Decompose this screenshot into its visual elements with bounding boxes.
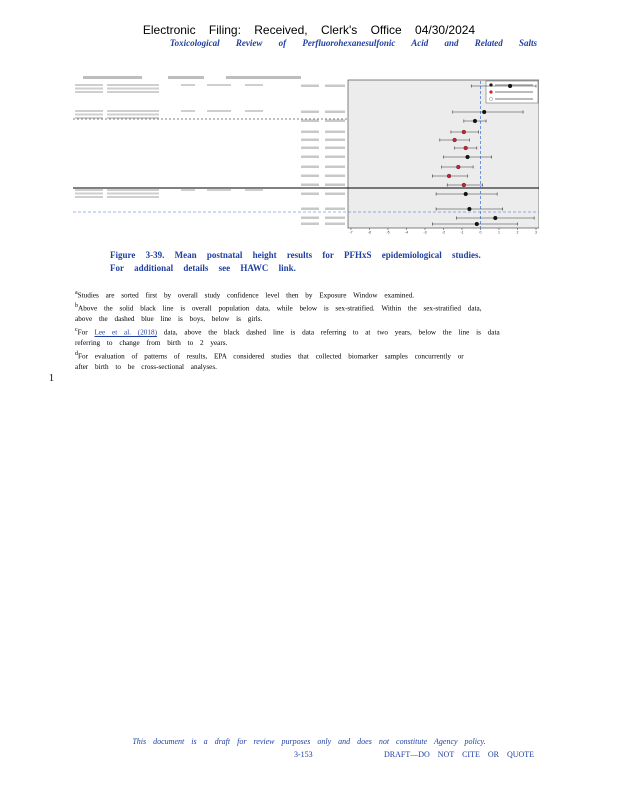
- row-window-cell: [301, 111, 319, 114]
- row-outcome-cell: [325, 193, 345, 196]
- row-window-cell: [301, 85, 319, 88]
- row-window-cell: [301, 223, 319, 226]
- x-tick-label: -7: [349, 230, 353, 234]
- note-a: $^a$Studies are sorted first by overall study confidence level then by Exposure Window examined.: [75, 290, 415, 300]
- study-cell: [75, 114, 103, 116]
- caption-line-2: For additional details see HAWC link.: [110, 263, 296, 273]
- point-estimate: [508, 84, 512, 88]
- line-number: 1: [49, 373, 54, 384]
- x-tick-label: 2: [516, 230, 519, 234]
- point-estimate: [462, 183, 466, 187]
- median-cell: [245, 110, 263, 112]
- study-table-panel: [73, 80, 348, 228]
- point-estimate: [453, 138, 457, 142]
- population-cell: [107, 117, 159, 119]
- study-cell: [75, 84, 103, 86]
- x-tick-label: -2: [441, 230, 446, 234]
- row-window-cell: [301, 208, 319, 211]
- note-b: $^b$Above the solid black line is overall population data, while below is sex-stratified. Within the sex-stratified data,: [75, 303, 482, 313]
- confidence-cell: [181, 84, 195, 86]
- note-d-text: For evaluation of patterns of results, EPA considered studies that collected biomarker samples concurrently or: [78, 352, 464, 361]
- point-estimate: [462, 130, 466, 134]
- note-c-pre: For: [77, 328, 88, 337]
- x-tick-label: 0: [479, 230, 482, 234]
- row-outcome-cell: [325, 156, 345, 159]
- row-outcome-cell: [325, 175, 345, 178]
- row-window-cell: [301, 131, 319, 134]
- row-window-cell: [301, 120, 319, 123]
- figure-caption: [110, 249, 540, 275]
- page-number: 3-153: [294, 750, 313, 759]
- legend-marker-open: [489, 97, 492, 100]
- x-tick-label: -6: [367, 230, 372, 234]
- population-cell: [107, 91, 159, 93]
- legend-entry-2: [495, 91, 533, 93]
- point-estimate: [466, 155, 470, 159]
- note-d: $^d$For evaluation of patterns of results, EPA considered studies that collected biomarker samples concurrently or: [75, 351, 464, 361]
- column-header: [168, 76, 204, 79]
- point-estimate: [473, 119, 477, 123]
- legend-marker-red: [489, 90, 492, 93]
- study-cell: [75, 91, 103, 93]
- row-window-cell: [301, 166, 319, 169]
- row-window-cell: [301, 184, 319, 187]
- population-cell: [107, 88, 159, 90]
- row-window-cell: [301, 193, 319, 196]
- caption-line-1: Figure 3-39. Mean postnatal height results for PFHxS epidemiological studies.: [110, 250, 481, 260]
- row-outcome-cell: [325, 120, 345, 123]
- x-tick-label: 1: [498, 230, 500, 234]
- x-tick-label: -5: [386, 230, 390, 234]
- sensitivity-cell: [207, 110, 231, 112]
- study-cell: [75, 110, 103, 112]
- column-header: [245, 76, 275, 79]
- row-outcome-cell: [325, 147, 345, 150]
- filing-stamp: Electronic Filing: Received, Clerk's Office 04/30/2024: [142, 23, 476, 37]
- point-estimate: [475, 222, 479, 226]
- study-cell: [75, 117, 103, 119]
- note-a-text: Studies are sorted first by overall study confidence level then by Exposure Window examined.: [77, 291, 415, 300]
- population-cell: [107, 193, 159, 195]
- note-c-post: data, above the black dashed line is data referring to at two years, below the line is data: [163, 328, 500, 337]
- row-outcome-cell: [325, 166, 345, 169]
- note-c-cont: referring to change from birth to 2 years.: [75, 339, 228, 348]
- forest-plot-figure: [73, 72, 539, 234]
- row-window-cell: [301, 156, 319, 159]
- row-outcome-cell: [325, 131, 345, 134]
- point-estimate: [493, 216, 497, 220]
- sensitivity-cell: [207, 84, 231, 86]
- column-header: [271, 76, 301, 79]
- population-cell: [107, 196, 159, 198]
- column-header: [118, 76, 142, 79]
- point-estimate: [482, 110, 486, 114]
- point-estimate: [468, 207, 472, 211]
- draft-cite-notice: DRAFT—DO NOT CITE OR QUOTE: [384, 750, 535, 759]
- legend-entry-1: [495, 84, 533, 86]
- note-b-cont: above the dashed blue line is boys, below is girls.: [75, 315, 263, 324]
- x-axis-ticks: [349, 228, 537, 234]
- figure-notes: [75, 288, 530, 373]
- row-outcome-cell: [325, 208, 345, 211]
- study-cell: [75, 189, 103, 191]
- point-estimate: [447, 174, 451, 178]
- running-title: Toxicological Review of Perfluorohexanesulfonic Acid and Related Salts: [169, 38, 537, 48]
- row-outcome-cell: [325, 223, 345, 226]
- median-cell: [245, 84, 263, 86]
- lee-2018-link[interactable]: Lee et al. (2018): [94, 328, 157, 337]
- row-window-cell: [301, 175, 319, 178]
- point-estimate: [464, 192, 468, 196]
- legend-entry-3: [495, 98, 533, 100]
- population-cell: [107, 189, 159, 191]
- population-cell: [107, 114, 159, 116]
- population-cell: [107, 84, 159, 86]
- study-cell: [75, 193, 103, 195]
- x-tick-label: -1: [460, 230, 464, 234]
- study-cell: [75, 88, 103, 90]
- row-outcome-cell: [325, 139, 345, 142]
- point-estimate: [456, 165, 460, 169]
- confidence-cell: [181, 189, 195, 191]
- row-window-cell: [301, 217, 319, 220]
- row-outcome-cell: [325, 184, 345, 187]
- row-outcome-cell: [325, 217, 345, 220]
- forest-plot: [73, 72, 539, 234]
- row-window-cell: [301, 147, 319, 150]
- x-tick-label: -3: [423, 230, 427, 234]
- point-estimate: [464, 146, 468, 150]
- note-d-cont: after birth to be cross-sectional analyses.: [75, 363, 217, 372]
- sensitivity-cell: [207, 189, 231, 191]
- row-outcome-cell: [325, 85, 345, 88]
- confidence-cell: [181, 110, 195, 112]
- median-cell: [245, 189, 263, 191]
- draft-notice: This document is a draft for review purposes only and does not constitute Agency policy.: [132, 737, 486, 746]
- row-window-cell: [301, 139, 319, 142]
- study-cell: [75, 196, 103, 198]
- population-cell: [107, 110, 159, 112]
- x-tick-label: -4: [404, 230, 409, 234]
- x-tick-label: 3: [535, 230, 537, 234]
- row-outcome-cell: [325, 111, 345, 114]
- note-c: $^c$For Lee et al. (2018) data, above the black dashed line is data referring to at two years, below the line is data: [75, 327, 500, 337]
- note-b-text: Above the solid black line is overall population data, while below is sex-stratified. Within the sex-stratified data,: [78, 304, 482, 313]
